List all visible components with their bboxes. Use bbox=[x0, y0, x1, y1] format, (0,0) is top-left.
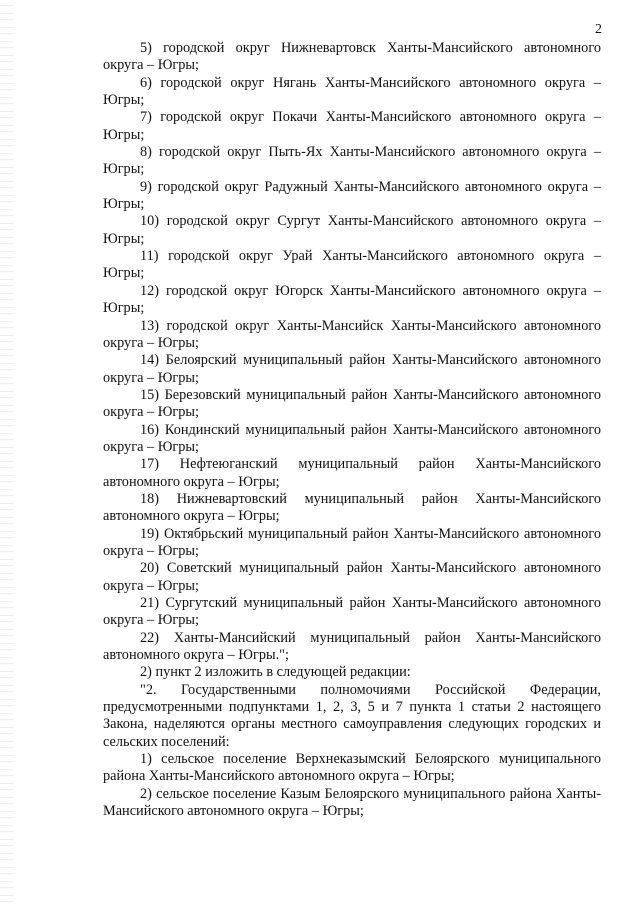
list-item-18: 18) Нижневартовский муниципальный район Ханты-Мансийского автономного округа – Югры; bbox=[103, 490, 601, 525]
list-item-22: 22) Ханты-Мансийский муниципальный район Ханты-Мансийского автономного округа – Югры."; bbox=[103, 629, 601, 664]
list-item-10: 10) городской округ Сургут Ханты-Мансийского автономного округа – Югры; bbox=[103, 213, 601, 247]
list-item-8: 8) городской округ Пыть-Ях Ханты-Мансийского автономного округа – Югры; bbox=[103, 144, 601, 178]
list-item-14: 14) Белоярский муниципальный район Ханты-Мансийского автономного округа – Югры; bbox=[103, 352, 601, 386]
list-item-9: 9) городской округ Радужный Ханты-Мансийского автономного округа – Югры; bbox=[103, 178, 601, 213]
list-item-19: 19) Октябрьский муниципальный район Ханты-Мансийского автономного округа – Югры; bbox=[103, 525, 601, 559]
list-item-16: 16) Кондинский муниципальный район Ханты-Мансийского автономного округа – Югры; bbox=[103, 421, 601, 455]
settlement-item-1: 1) сельское поселение Верхнеказымский Белоярского муниципального района Ханты-Мансийского автономного округа – Югры; bbox=[103, 751, 601, 785]
list-item-20: 20) Советский муниципальный район Ханты-Мансийского автономного округа – Югры; bbox=[103, 560, 601, 594]
page-number: 2 bbox=[595, 22, 602, 37]
list-item-15: 15) Березовский муниципальный район Ханты-Мансийского автономного округа – Югры; bbox=[103, 386, 601, 421]
document-body bbox=[103, 40, 601, 820]
scan-edge-artifact bbox=[0, 0, 14, 905]
list-item-13: 13) городской округ Ханты-Мансийск Ханты-Мансийского автономного округа – Югры; bbox=[103, 317, 601, 351]
list-item-5: 5) городской округ Нижневартовск Ханты-Мансийского автономного округа – Югры; bbox=[103, 40, 601, 74]
list-item-12: 12) городской округ Югорск Ханты-Мансийского автономного округа – Югры; bbox=[103, 282, 601, 317]
list-item-17: 17) Нефтеюганский муниципальный район Ханты-Мансийского автономного округа – Югры; bbox=[103, 456, 601, 490]
list-item-6: 6) городской округ Нягань Ханты-Мансийского автономного округа – Югры; bbox=[103, 74, 601, 109]
amendment-point-2: 2) пункт 2 изложить в следующей редакции: bbox=[140, 664, 411, 681]
list-item-21: 21) Сургутский муниципальный район Ханты-Мансийского автономного округа – Югры; bbox=[103, 595, 601, 629]
article-paragraph-2: "2. Государственными полномочиями Российской Федерации, предусмотренными подпунктами 1, 2, 3, 5 и 7 пункта 1 статьи 2 настоящего Закона, наделяются органы местного самоуправления следующих городских и сельских поселений: bbox=[103, 681, 601, 750]
list-item-11: 11) городской округ Урай Ханты-Мансийского автономного округа – Югры; bbox=[103, 248, 601, 282]
list-item-7: 7) городской округ Покачи Ханты-Мансийского автономного округа – Югры; bbox=[103, 109, 601, 143]
settlement-item-2: 2) сельское поселение Казым Белоярского муниципального района Ханты-Мансийского автономного округа – Югры; bbox=[103, 785, 601, 820]
